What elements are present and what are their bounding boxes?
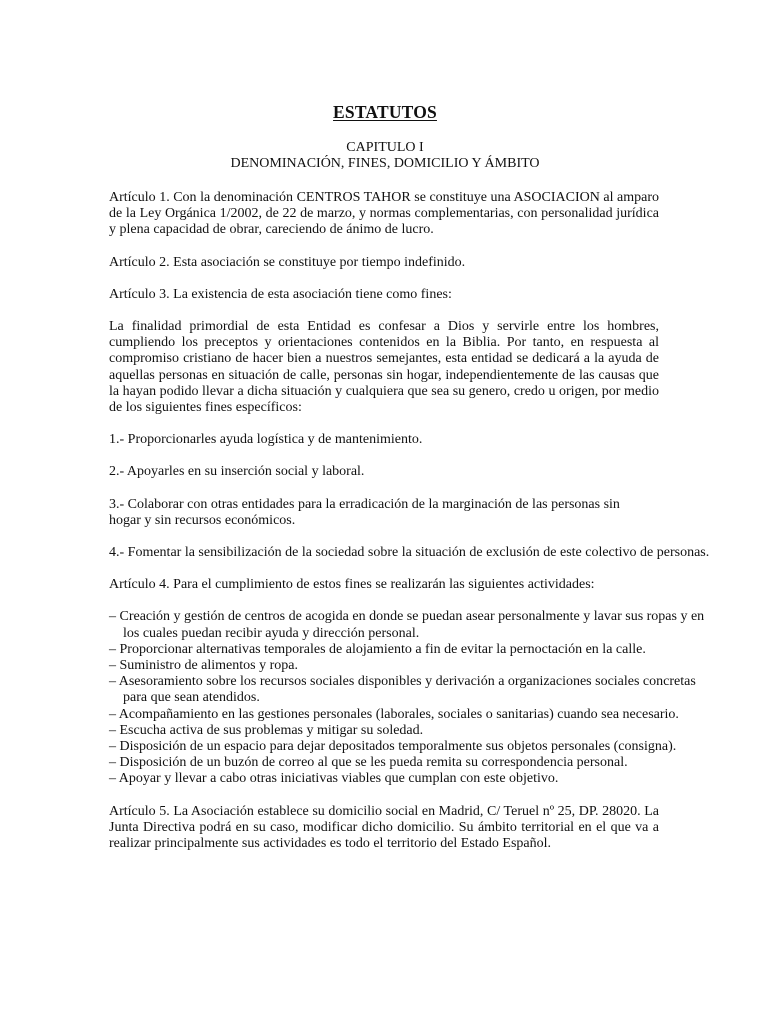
activity-3: – Suministro de alimentos y ropa. (109, 658, 298, 674)
article-3-paragraph: La finalidad primordial de esta Entidad es confesar a Dios y servirle entre los hombres, cumpliendo los preceptos y orientaciones contenidos en la Biblia. Por tanto, en respuesta al compromiso cristiano de hacer bien a nuestros semejantes, esta entidad se dedicará a la ayuda de aquellas personas en situación de calle, personas sin hogar, independientemente de las causas que la hayan podido llevar a dicha situación y cualquiera que sea su genero, credo u origen, por medio de los siguientes fines específicos: (109, 319, 659, 416)
article-2: Artículo 2. Esta asociación se constituye por tiempo indefinido. (109, 254, 466, 270)
activity-4: – Asesoramiento sobre los recursos sociales disponibles y derivación a organizaciones sociales concretas (109, 674, 696, 690)
document-body (109, 190, 710, 852)
chapter-number: CAPITULO I (346, 140, 424, 155)
article-4: Artículo 4. Para el cumplimiento de estos fines se realizarán las siguientes actividades: (109, 577, 595, 593)
activity-8: – Disposición de un buzón de correo al que se les pueda remita su correspondencia personal. (109, 755, 628, 771)
article-5: Artículo 5. La Asociación establece su domicilio social en Madrid, C/ Teruel nº 25, DP. 28020. La Junta Directiva podrá en su caso, modificar dicho domicilio. Su ámbito territorial en el que va a realizar principalmente sus actividades es todo el territorio del Estado Español. (109, 803, 659, 852)
document-title: ESTATUTOS (333, 102, 437, 122)
purpose-4: 4.- Fomentar la sensibilización de la sociedad sobre la situación de exclusión de este colectivo de personas. (109, 545, 710, 561)
chapter-heading (0, 140, 768, 172)
activity-5: – Acompañamiento en las gestiones personales (laborales, sociales o sanitarias) cuando sea necesario. (109, 706, 679, 722)
activity-1: – Creación y gestión de centros de acogida en donde se puedan asear personalmente y lavar sus ropas y en (109, 609, 705, 625)
purpose-1: 1.- Proporcionarles ayuda logística y de mantenimiento. (109, 432, 423, 448)
activity-9: – Apoyar y llevar a cabo otras iniciativas viables que cumplan con este objetivo. (109, 771, 559, 787)
purpose-3-line-2: hogar y sin recursos económicos. (109, 512, 296, 528)
purpose-2: 2.- Apoyarles en su inserción social y laboral. (109, 464, 365, 480)
purpose-3-line-1: 3.- Colaborar con otras entidades para la erradicación de la marginación de las personas sin (109, 496, 620, 512)
activity-2: – Proporcionar alternativas temporales de alojamiento a fin de evitar la pernoctación en la calle. (109, 641, 646, 657)
activity-1-continued: los cuales puedan recibir ayuda y dirección personal. (123, 625, 420, 641)
activities-list (109, 609, 705, 787)
chapter-title: DENOMINACIÓN, FINES, DOMICILIO Y ÁMBITO (230, 156, 540, 171)
activity-4-continued: para que sean atendidos. (123, 690, 260, 706)
article-3: Artículo 3. La existencia de esta asociación tiene como fines: (109, 286, 452, 302)
activity-6: – Escucha activa de sus problemas y mitigar su soledad. (109, 722, 424, 738)
purpose-3 (109, 497, 659, 529)
activity-7: – Disposición de un espacio para dejar depositados temporalmente sus objetos personales (consigna). (109, 739, 677, 755)
article-1: Artículo 1. Con la denominación CENTROS TAHOR se constituye una ASOCIACION al amparo de la Ley Orgánica 1/2002, de 22 de marzo, y normas complementarias, con personalidad jurídica y plena capacidad de obrar, careciendo de ánimo de lucro. (109, 190, 659, 238)
